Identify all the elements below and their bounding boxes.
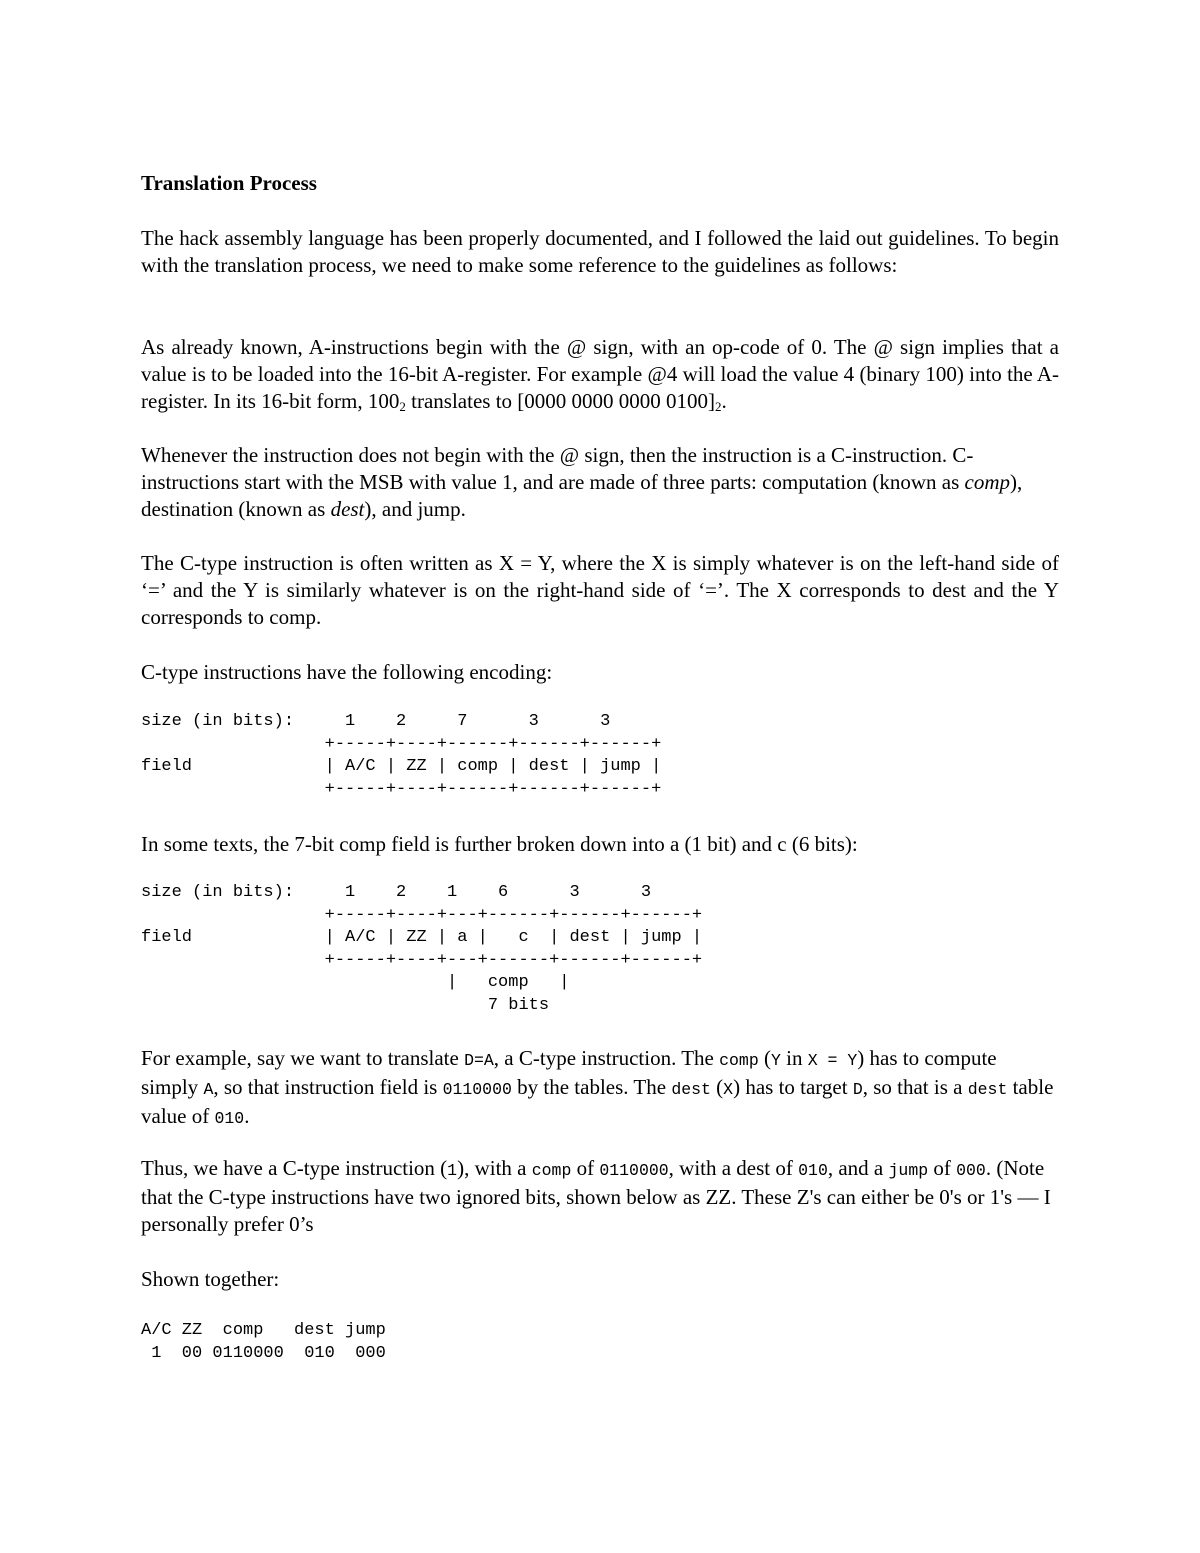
shown-together-label: Shown together: <box>141 1267 280 1291</box>
code-line: 1 00 0110000 010 000 <box>141 1343 386 1363</box>
section-heading: Translation Process <box>141 171 317 195</box>
code-line: +-----+----+---+------+------+------+ <box>141 905 703 925</box>
code-line: +-----+----+---+------+------+------+ <box>141 950 703 970</box>
code-line: size (in bits): 1 2 1 6 3 3 <box>141 883 652 902</box>
c-instruction-paragraph: Whenever the instruction does not begin with the @ sign, then the instruction is a C-instruction. C-instructions start with the MSB with value 1, and are made of three parts: computation (known as comp), destination (known as dest), and jump. <box>141 443 1023 521</box>
encoding-diagram-1 <box>141 711 661 801</box>
code-line: +-----+----+------+------+------+ <box>141 779 662 799</box>
code-line: 7 bits <box>141 995 550 1015</box>
combined-encoding <box>141 1320 386 1365</box>
example-paragraph: For example, say we want to translate D=A, a C-type instruction. The comp (Y in X = Y) has to compute simply A, so that instruction field is 0110000 by the tables. The dest (X) has to target D, so that is a dest table value of 010. <box>141 1046 1054 1128</box>
code-line: size (in bits): 1 2 7 3 3 <box>141 712 611 731</box>
c-type-form-paragraph: The C-type instruction is often written as X = Y, where the X is simply whatever is on the left-hand side of ‘=’ and the Y is similarly whatever is on the right-hand side of ‘=’. The X corresponds to dest and the Y corresponds to comp. <box>141 551 1059 629</box>
encoding-intro-paragraph: C-type instructions have the following encoding: <box>141 660 553 684</box>
comp-breakdown-paragraph: In some texts, the 7-bit comp field is further broken down into a (1 bit) and c (6 bits): <box>141 832 858 856</box>
code-line: | comp | <box>141 973 570 992</box>
code-line: A/C ZZ comp dest jump <box>141 1321 386 1340</box>
code-line: field | A/C | ZZ | a | c | dest | jump | <box>141 928 703 947</box>
thus-paragraph: Thus, we have a C-type instruction (1), with a comp of 0110000, with a dest of 010, and a jump of 000. (Note that the C-type instructions have two ignored bits, shown below as ZZ. These Z's can either be 0's or 1's — I personally prefer 0’s <box>141 1156 1051 1236</box>
a-instruction-paragraph: As already known, A-instructions begin with the @ sign, with an op-code of 0. The @ sign implies that a value is to be loaded into the 16-bit A-register. For example @4 will load the value 4 (binary 100) into the A-register. In its 16-bit form, $100_2$ translates to [0000 0000 0000 $0100]_2$. <box>141 335 1059 414</box>
code-line: +-----+----+------+------+------+ <box>141 734 662 754</box>
encoding-diagram-2 <box>141 882 702 1017</box>
code-line: field | A/C | ZZ | comp | dest | jump | <box>141 757 662 776</box>
intro-paragraph: The hack assembly language has been properly documented, and I followed the laid out guidelines. To begin with the translation process, we need to make some reference to the guidelines as follows: <box>141 226 1059 277</box>
